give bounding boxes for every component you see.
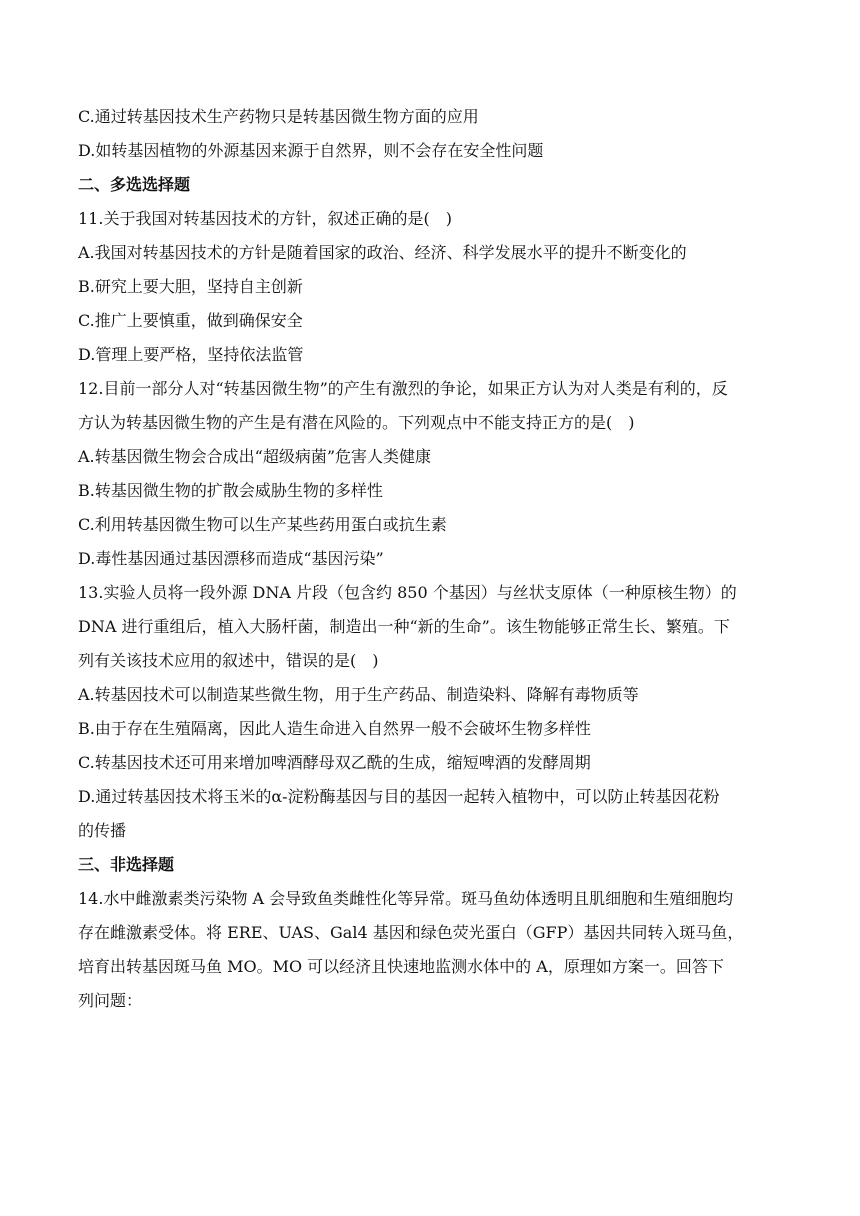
option-line: B.转基因微生物的扩散会威胁生物的多样性 (78, 481, 383, 500)
question-stem: 14.水中雌激素类污染物 A 会导致鱼类雌性化等异常。斑马鱼幼体透明且肌细胞和生殖细胞均 (78, 889, 734, 908)
option-line: D.通过转基因技术将玉米的α-淀粉酶基因与目的基因一起转入植物中，可以防止转基因花粉 (78, 787, 720, 806)
question-stem: DNA 进行重组后，植入大肠杆菌，制造出一种“新的生命”。该生物能够正常生长、繁殖。下 (78, 617, 730, 636)
question-stem: 列有关该技术应用的叙述中，错误的是( ) (78, 651, 379, 670)
question-stem: 方认为转基因微生物的产生是有潜在风险的。下列观点中不能支持正方的是( ) (78, 413, 635, 432)
question-stem: 存在雌激素受体。将 ERE、UAS、Gal4 基因和绿色荧光蛋白（GFP）基因共同转入斑马鱼， (78, 923, 744, 942)
option-line: A.我国对转基因技术的方针是随着国家的政治、经济、科学发展水平的提升不断变化的 (78, 243, 687, 262)
document-page (78, 100, 778, 1018)
question-stem: 11.关于我国对转基因技术的方针，叙述正确的是( ) (78, 209, 452, 228)
option-line: C.推广上要慎重，做到确保安全 (78, 311, 303, 330)
question-stem: 列问题： (78, 991, 143, 1010)
option-line: C.转基因技术还可用来增加啤酒酵母双乙酰的生成，缩短啤酒的发酵周期 (78, 753, 591, 772)
option-line: C.利用转基因微生物可以生产某些药用蛋白或抗生素 (78, 515, 447, 534)
option-line: D.管理上要严格，坚持依法监管 (78, 345, 304, 364)
option-line: B.研究上要大胆，坚持自主创新 (78, 277, 303, 296)
question-stem: 12.目前一部分人对“转基因微生物”的产生有激烈的争论，如果正方认为对人类是有利的，反 (78, 379, 728, 398)
option-line: D.如转基因植物的外源基因来源于自然界，则不会存在安全性问题 (78, 141, 544, 160)
option-line: C.通过转基因技术生产药物只是转基因微生物方面的应用 (78, 107, 479, 126)
section-heading: 三、非选择题 (78, 855, 175, 874)
option-line: A.转基因微生物会合成出“超级病菌”危害人类健康 (78, 447, 432, 466)
question-stem: 13.实验人员将一段外源 DNA 片段（包含约 850 个基因）与丝状支原体（一种原核生物）的 (78, 583, 737, 602)
question-stem: 培育出转基因斑马鱼 MO。MO 可以经济且快速地监测水体中的 A，原理如方案一。回答下 (78, 957, 724, 976)
option-line: A.转基因技术可以制造某些微生物，用于生产药品、制造染料、降解有毒物质等 (78, 685, 639, 704)
section-heading: 二、多选选择题 (78, 175, 191, 194)
option-line: 的传播 (78, 821, 127, 840)
option-line: D.毒性基因通过基因漂移而造成“基因污染” (78, 549, 384, 568)
option-line: B.由于存在生殖隔离，因此人造生命进入自然界一般不会破坏生物多样性 (78, 719, 591, 738)
